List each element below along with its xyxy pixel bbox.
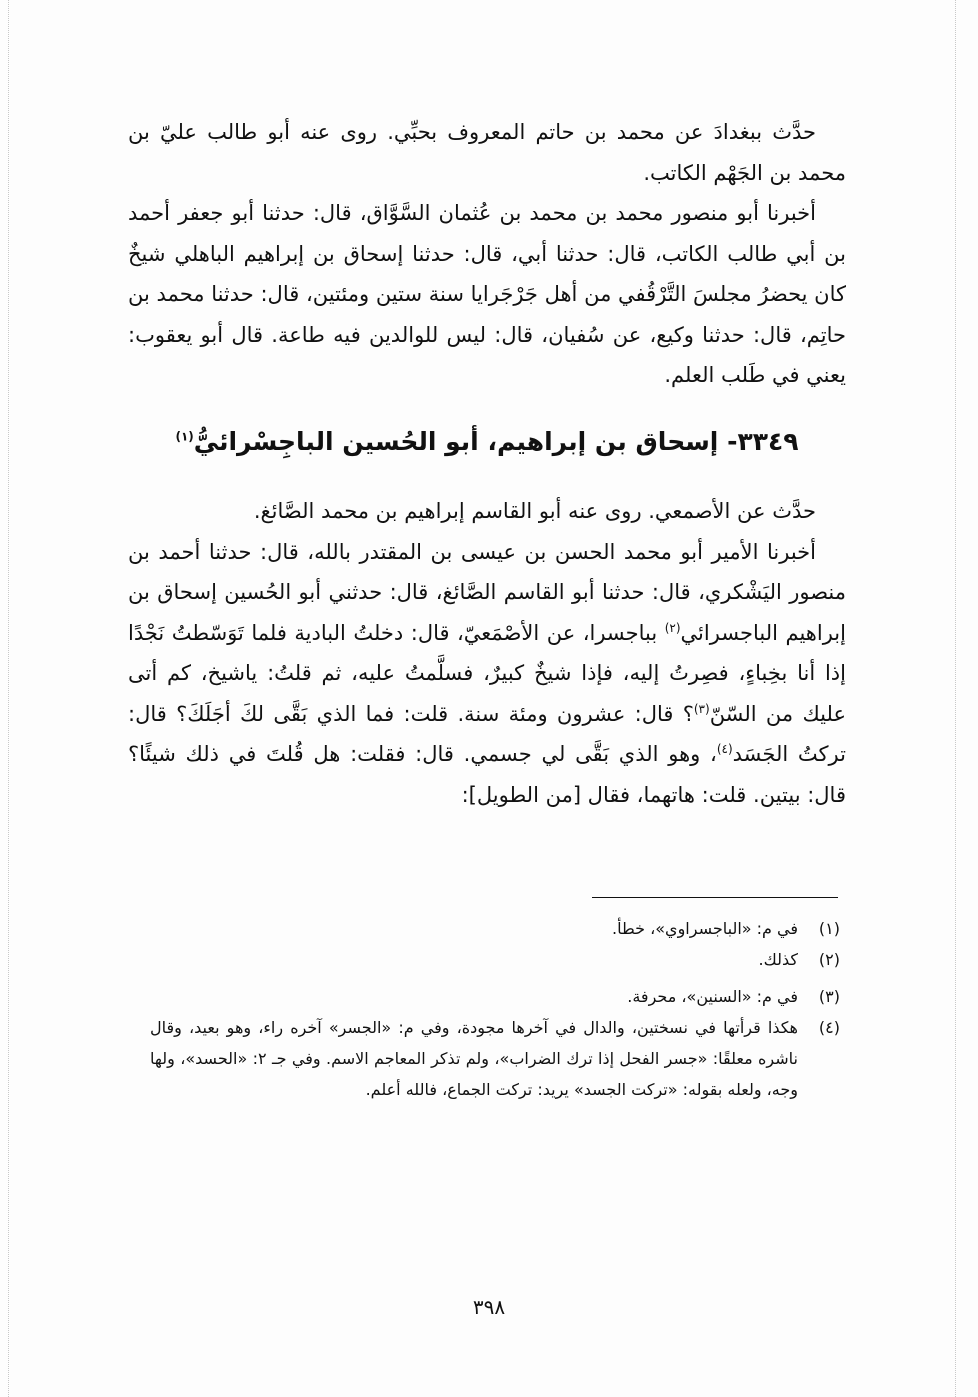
page-number: ٣٩٨ [472,1295,506,1319]
text-run: أخبرنا الأمير أبو محمد الحسن بن عيسى بن المقتدر بالله، قال: حدثنا أحمد بن منصور اليَشْكري، قال: حدثنا أبو القاسم الصَّائغ، قال: حدثني أبو الحُسين إسحاق بن إبراهيم الباجسرائي [128,539,846,645]
footnote-ref: (٢) [664,620,681,635]
footnote-ref: (٤) [716,742,733,756]
footnote-text: في م: «الباجسراوي»، خطأ. [612,919,798,938]
paragraph: أخبرنا أبو منصور محمد بن محمد بن عُثمان السَّوَّاق، قال: حدثنا أبو جعفر أحمد بن أبي طالب الكاتب، قال: حدثنا أبي، قال: حدثنا إسحاق بن إبراهيم الباهلي شيخٌ كان يحضرُ مجلسَ التَّرْقُفي من أهل جَرْجَرايا سنة ستين ومئتين، قال: حدثنا محمد بن حاتِم، قال: حدثنا وكيع، عن سُفيان، قال: ليس للوالدين فيه طاعة. قال أبو يعقوب: يعني في طَلب العلم. [128,201,846,387]
text-run: ؟ قال: عشرون ومئة سنة. قلت: فما الذي بَقَّى لكَ أجَلَكَ؟ قال: تركتُ الجَسَد [128,701,846,766]
text-run: بباجسرا، عن الأصْمَعيّ، قال: دخلتُ البادية فلما تَوَسّطتُ نَجْدًا إذا أنا بخِباءٍ، فصِرتُ إليه، فإذا شيخٌ كبيرٌ، فسلَّمتُ عليه، ثم قلتُ: ياشيخ، كم أتى عليك من السّنّ [128,620,846,726]
paragraph: حدَّث ببغدادَ عن محمد بن حاتم المعروف بحبِّي. روى عنه أبو طالب عليّ بن محمد بن الجَهْم الكاتب. [128,120,846,185]
footnote-number: (١) [818,919,840,938]
scan-artifact-line [955,0,956,1397]
previous-entry [128,112,846,396]
footnote [150,913,840,944]
footnote-number: (٣) [818,987,840,1006]
footnote-ref: (٣) [693,701,710,716]
footnote-text: في م: «السنين»، محرفة. [627,987,798,1006]
footnote-text: هكذا قرأتها في نسختين، والدال في آخرها مجودة، وفي م: «الجسر» آخره راء، وهو بعيد، وقال ناشره معلقًا: «جسر الفحل إذا ترك الضراب»، ولم تذكر المعاجم الاسم. وفي جـ ٢: «الحسد»، ولها وجه، ولعله بقوله: «تركت الجسد» يريد: تركت الجماع، فالله أعلم. [150,1018,798,1099]
footnote [150,1012,840,1105]
paragraph: حدَّث عن الأصمعي. روى عنه أبو القاسم إبراهيم بن محمد الصَّائغ. [253,499,816,523]
entry-heading [128,420,846,464]
entry-body [128,491,846,815]
paragraph [128,532,846,816]
footnote-ref: (١) [175,429,194,444]
footnote-number: (٤) [818,1018,840,1037]
footnote-text: كذلك. [758,950,798,969]
entry-heading-text: ٣٣٤٩- إسحاق بن إبراهيم، أبو الحُسين الباجِسْرائيُّ [193,427,799,456]
footnote [150,944,840,975]
footnote-divider [592,897,838,898]
scan-artifact-line [8,0,9,1397]
footnote [150,981,840,1012]
text-run: ، وهو الذي بَقَّى لي جسمي. قال: فقلت: هل قُلتَ في ذلك شيئًا؟ قال: بيتين. قلت: هاتهما، فقال [من الطويل]: [128,742,846,807]
footnotes [150,913,840,1105]
footnote-number: (٢) [818,950,840,969]
